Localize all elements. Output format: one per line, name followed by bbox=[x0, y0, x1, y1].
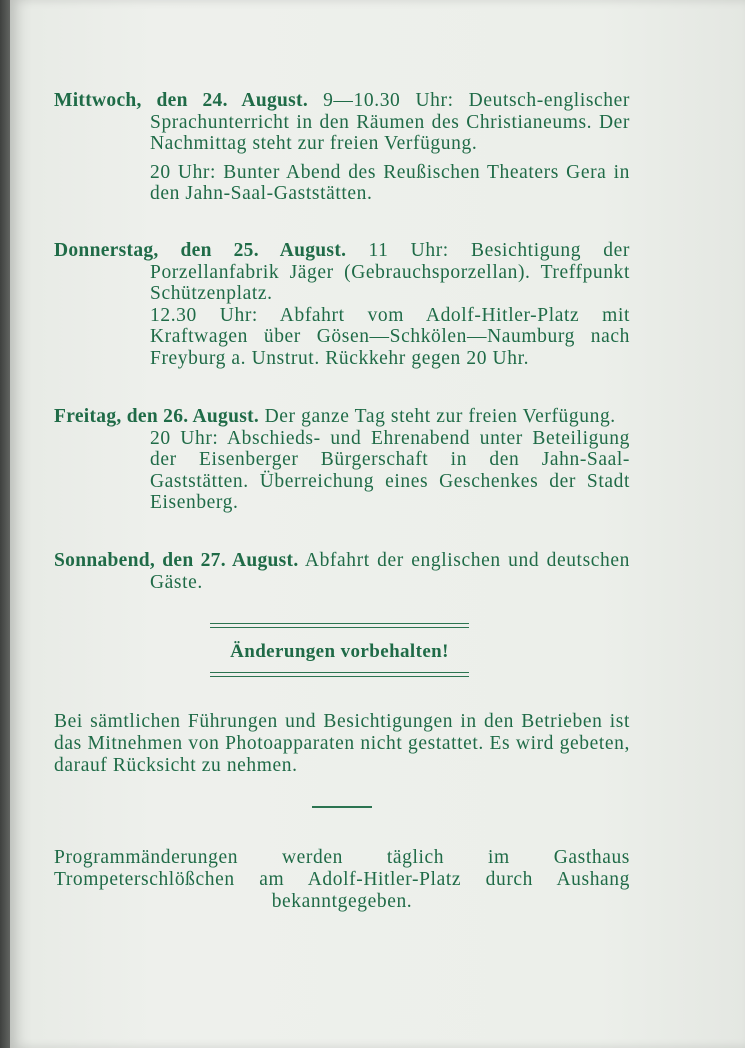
schedule-entry-saturday bbox=[54, 550, 630, 593]
day-heading: Donnerstag, den 25. August. bbox=[54, 240, 347, 261]
entry-text: 9—10.30 Uhr: Deutsch-englischer Sprachunterricht in den Räumen des Christianeums. Der Nachmittag steht zur freien Verfügung. bbox=[150, 90, 630, 154]
notice-heading: Änderungen vorbehalten! bbox=[230, 641, 449, 662]
day-heading: Mittwoch, den 24. August. bbox=[54, 90, 309, 111]
entry-text: 11 Uhr: Besichtigung der Porzellanfabrik Jäger (Gebrauchsporzellan). Treffpunkt Schützenplatz. bbox=[150, 240, 631, 304]
schedule-entry-friday bbox=[54, 406, 630, 514]
schedule-entry-wednesday bbox=[54, 90, 630, 205]
schedule-entry-thursday bbox=[54, 240, 630, 369]
separator-dash bbox=[312, 806, 372, 808]
notice-rule-top bbox=[210, 623, 469, 628]
entry-extra: 12.30 Uhr: Abfahrt vom Adolf-Hitler-Platz mit Kraftwagen über Gösen—Schkölen—Naumburg nach Freyburg a. Unstrut. Rückkehr gegen 20 Uhr. bbox=[150, 304, 630, 369]
day-heading: Freitag, den 26. August. bbox=[54, 406, 260, 427]
entry-extra: 20 Uhr: Abschieds- und Ehrenabend unter Beteiligung der Eisenberger Bürgerschaft in den Jahn-Saal-Gaststätten. Überreichung eines Geschenkes der Stadt Eisenberg. bbox=[150, 427, 630, 513]
entry-extra: 20 Uhr: Bunter Abend des Reußischen Theaters Gera in den Jahn-Saal-Gaststätten. bbox=[150, 161, 630, 204]
entry-text: Der ganze Tag steht zur freien Verfügung. bbox=[264, 406, 616, 427]
photo-note bbox=[54, 711, 630, 777]
day-heading: Sonnabend, den 27. August. bbox=[54, 550, 299, 571]
notice-rule-bottom bbox=[210, 672, 469, 677]
entry-text: Abfahrt der englischen und deutschen Gäste. bbox=[150, 550, 630, 593]
program-note-text: Programmänderungen werden täglich im Gasthaus Trompeterschlößchen am Adolf-Hitler-Platz durch Aushang bekanntgegeben. bbox=[54, 847, 630, 912]
photo-note-text: Bei sämtlichen Führungen und Besichtigungen in den Betrieben ist das Mitnehmen von Photoapparaten nicht gestattet. Es wird gebeten, darauf Rücksicht zu nehmen. bbox=[54, 711, 630, 776]
program-note bbox=[54, 847, 630, 913]
